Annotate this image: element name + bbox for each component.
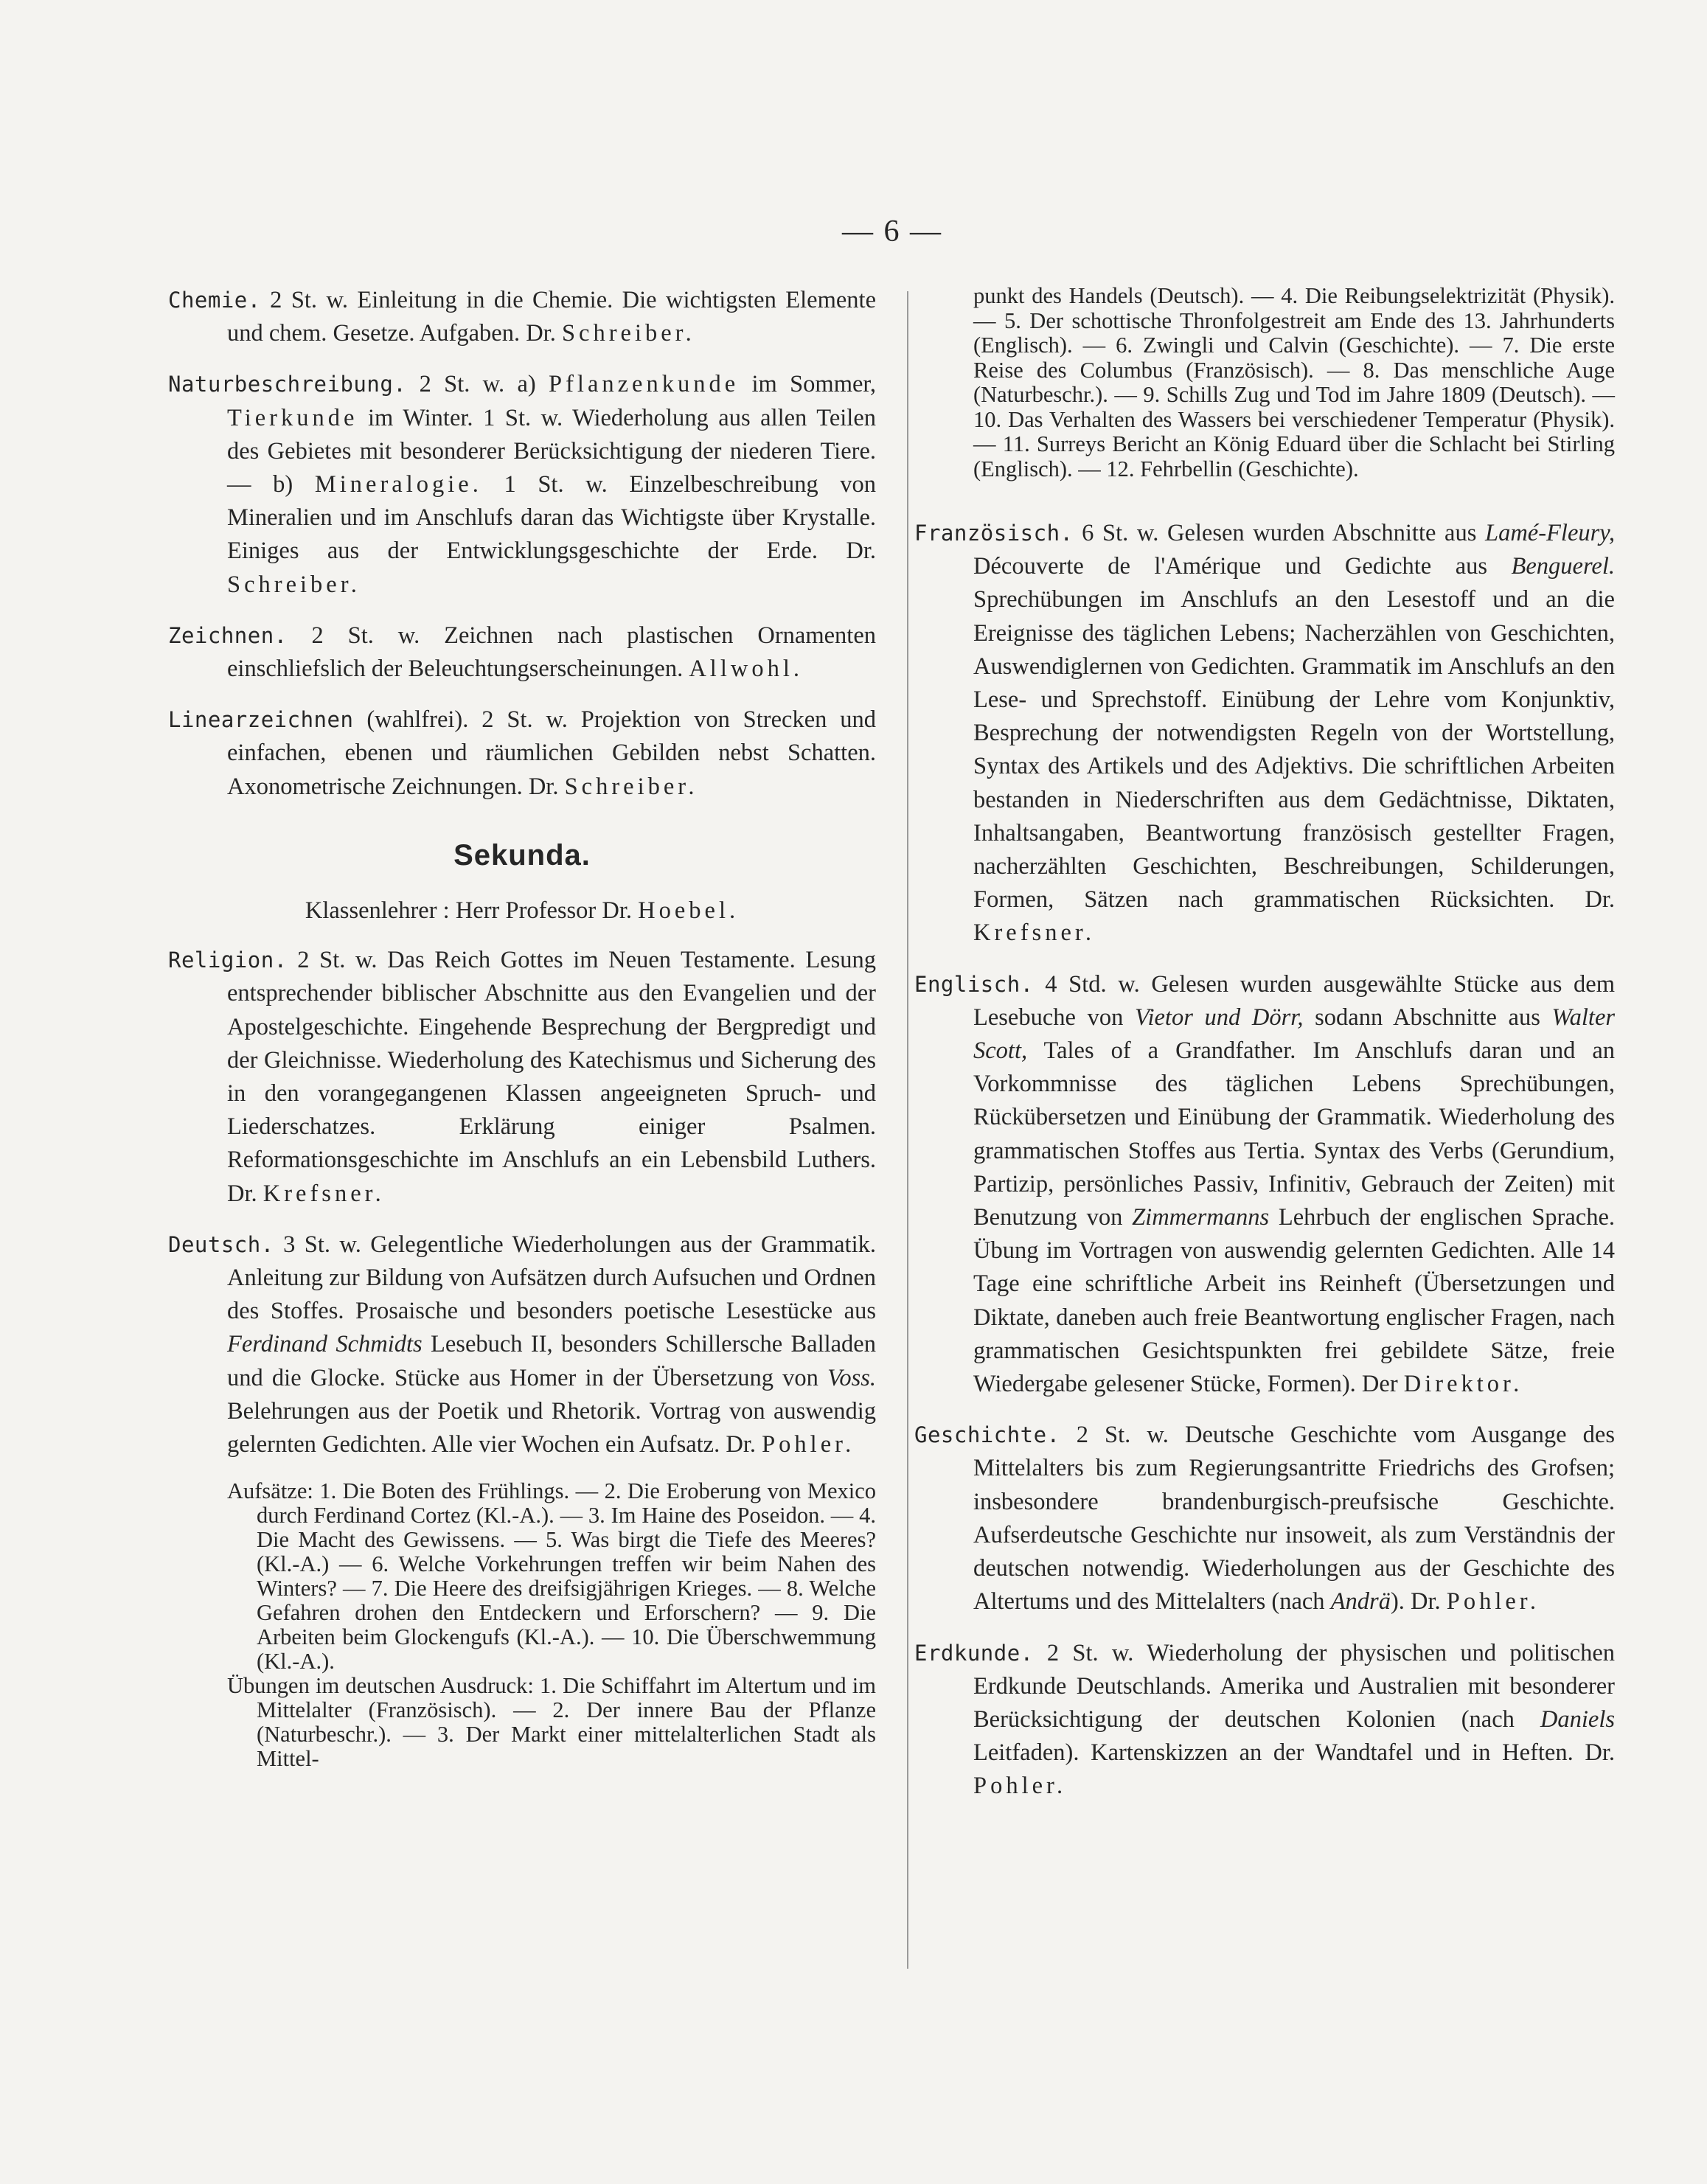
entry-text: Belehrungen aus der Poetik und Rhetorik. Vortrag von auswendig gelernten Gedichten. Alle vier Wochen ein Aufsatz. Dr.	[227, 1397, 876, 1458]
italic-title: Voss.	[827, 1364, 876, 1391]
entry-text: 2 St. w. Einleitung in die Chemie. Die wichtigsten Elemente und chem. Gesetze. Aufgaben. Dr.	[227, 287, 877, 347]
aufsaetze-text: Aufsätze: 1. Die Boten des Frühlings. — 2. Die Eroberung von Mexico durch Ferdinand Cortez (Kl.-A.). — 3. Im Haine des Poseidon. — 4. Die Macht des Gewissens. — 5. Was birgt die Tiefe des Meeres? (Kl.-A.) — 6. Welche Vorkehrungen treffen wir beim Nahen des Winters? — 7. Die Heere des dreifsigjährigen Krieges. — 8. Welche Gefahren drohen den Entdeckern und Erforschern? — 9. Die Arbeiten beim Glockengufs (Kl.-A.). — 10. Die Überschwemmung (Kl.-A.).	[227, 1478, 876, 1674]
subject-label: Englisch.	[914, 971, 1034, 997]
italic-title: Vietor und Dörr,	[1135, 1004, 1304, 1031]
subject-label: Französisch.	[914, 521, 1074, 546]
entry-text: Tales of a Grandfather. Im Anschlufs daran und an Vorkommnisse des täglichen Lebens Sprechübungen, Rückübersetzen und Einübung der Grammatik. Wiederholung des grammatischen Stoffes aus Tertia. Syntax des Verbs (Gerundium, Partizip, persönliches Passiv, Infinitiv, Gebrauch der Zeiten) mit Benutzung von	[973, 1037, 1615, 1231]
page-number: — 6 —	[842, 215, 942, 248]
subject-label: Linearzeichnen	[168, 707, 354, 733]
entry-text: 2 St. w. a)	[419, 371, 536, 398]
teacher-name: Schreiber.	[561, 320, 695, 347]
zeichnen-entry	[168, 619, 876, 686]
religion-entry	[168, 944, 876, 1211]
right-column	[914, 284, 1615, 1821]
entry-text: Lesebuch II, besonders Schillersche Balladen und die Glocke. Stücke aus Homer in der Übersetzung von	[227, 1331, 876, 1391]
subject-label: Chemie.	[168, 288, 261, 313]
entry-text: 2 St. w. Zeichnen nach plastischen Ornamenten einschliefslich der Beleuchtungserscheinungen.	[227, 622, 876, 683]
entry-text: (wahlfrei). 2 St. w. Projektion von Strecken und einfachen, ebenen und räumlichen Gebilden nebst Schatten. Axonometrische Zeichnungen. Dr.	[227, 706, 877, 800]
left-column	[168, 284, 876, 1771]
entry-text: 4 Std. w. Gelesen wurden ausgewählte Stücke aus dem Lesebuche von	[973, 970, 1616, 1031]
teacher-name: Krefsner.	[263, 1180, 385, 1207]
entry-text: 1 St. w. Einzelbeschreibung von Mineralien und im Anschlufs daran das Wichtigste über Krystalle. Einiges aus der Entwicklungsgeschichte der Erde. Dr.	[227, 471, 877, 565]
geschichte-entry	[914, 1419, 1615, 1618]
entry-text: 2 St. w. Das Reich Gottes im Neuen Testamente. Lesung entsprechender biblischer Abschnitte aus den Evangelien und der Apostelgeschichte. Eingehende Besprechung der Bergpredigt und der Gleichnisse. Wiederholung des Katechismus und Sicherung des in den vorangegangenen Klassen angeeigneten Spruch- und Liederschatzes. Erklärung einiger Psalmen. Reformationsgeschichte im Anschlufs an ein Lebensbild Luthers. Dr.	[227, 947, 877, 1207]
uebungen-continuation	[914, 284, 1615, 481]
deutsch-entry	[168, 1228, 876, 1461]
italic-title: Zimmermanns	[1132, 1204, 1270, 1231]
entry-text: 6 St. w. Gelesen wurden Abschnitte aus	[1082, 520, 1477, 546]
teacher-name: Pohler.	[1446, 1588, 1540, 1616]
subject-label: Naturbeschreibung.	[168, 372, 407, 397]
spaced-term: Pflanzenkunde	[549, 371, 740, 398]
subject-label: Religion.	[168, 947, 288, 973]
teacher-name: Krefsner.	[973, 919, 1096, 947]
italic-title: Benguerel.	[1511, 553, 1616, 580]
teacher-name: Pohler.	[762, 1431, 855, 1458]
linearzeichnen-entry	[168, 703, 876, 804]
entry-text: 3 St. w. Gelegentliche Wiederholungen aus der Grammatik. Anleitung zur Bildung von Aufsätzen durch Aufsuchen und Ordnen des Stoffes. Prosaische und besonders poetische Lesestücke aus	[227, 1231, 876, 1325]
aufsaetze-list	[227, 1479, 876, 1771]
italic-title: Andrä	[1330, 1588, 1391, 1616]
italic-title: Daniels	[1540, 1705, 1616, 1733]
italic-title: Lamé-Fleury,	[1485, 520, 1616, 546]
chemie-entry	[168, 284, 876, 350]
entry-text: 2 St. w. Deutsche Geschichte vom Ausgange des Mittelalters bis zum Regierungsantritte Friedrichs des Grofsen; insbesondere brandenburgisch-preufsische Geschichte. Aufserdeutsche Geschichte nur insoweit, als zum Verständnis der deutschen notwendig. Wiederholungen aus der Geschichte des Altertums und des Mittelalters (nach	[973, 1422, 1616, 1616]
entry-text: im Winter. 1 St. w. Wiederholung aus allen Teilen des Gebietes mit besonderer Berücksichtigung der niederen Tiere. — b)	[227, 404, 877, 498]
erdkunde-entry	[914, 1637, 1615, 1804]
entry-text: sodann Abschnitte aus	[1315, 1004, 1540, 1031]
subject-label: Deutsch.	[168, 1231, 274, 1257]
naturbeschreibung-entry	[168, 368, 876, 601]
klassenlehrer-label: Klassenlehrer : Herr Professor Dr.	[305, 897, 633, 925]
entry-text: Leitfaden). Kartenskizzen an der Wandtafel und in Heften. Dr.	[973, 1739, 1615, 1767]
entry-text: Découverte de l'Amérique und Gedichte aus	[973, 553, 1488, 580]
entry-text: im Sommer,	[751, 371, 877, 398]
teacher-name: Schreiber.	[564, 773, 698, 800]
franzoesisch-entry	[914, 517, 1615, 950]
subject-label: Geschichte.	[914, 1422, 1060, 1448]
subject-label: Zeichnen.	[168, 622, 288, 648]
entry-text: ). Dr.	[1390, 1588, 1441, 1616]
teacher-name: Allwohl.	[689, 655, 803, 683]
section-heading: Sekunda.	[453, 838, 591, 872]
teacher-name: Pohler.	[973, 1773, 1067, 1800]
italic-title: Walter Scott,	[973, 1004, 1616, 1065]
subject-label: Erdkunde.	[914, 1640, 1034, 1666]
spaced-term: Mineralogie.	[314, 471, 482, 498]
column-divider	[907, 291, 908, 1969]
italic-title: Ferdinand Schmidts	[227, 1331, 423, 1358]
uebungen-text: Übungen im deutschen Ausdruck: 1. Die Schiffahrt im Altertum und im Mittelalter (Französisch). — 2. Der innere Bau der Pflanze (Naturbeschr.). — 3. Der Markt einer mittelalterlichen Stadt als Mittel-	[227, 1673, 876, 1772]
continuation-text: punkt des Handels (Deutsch). — 4. Die Reibungselektrizität (Physik). — 5. Der schottische Thronfolgestreit am Ende des 13. Jahrhunderts (Englisch). — 6. Zwingli und Calvin (Geschichte). — 7. Die erste Reise des Columbus (Französisch). — 8. Das menschliche Auge (Naturbeschr.). — 9. Schills Zug und Tod im Jahre 1809 (Deutsch). — 10. Das Verhalten des Wassers bei verschiedener Temperatur (Physik). — 11. Surreys Bericht an König Eduard über die Schlacht bei Stirling (Englisch). — 12. Fehrbellin (Geschichte).	[973, 283, 1615, 481]
klassenlehrer-line	[168, 894, 876, 928]
teacher-name: Direktor.	[1403, 1371, 1523, 1398]
entry-text: Sprechübungen im Anschlufs an den Lesestoff und an die Ereignisse des täglichen Lebens; Nacherzählen von Geschichten, Auswendiglernen von Gedichten. Grammatik im Anschlufs an den Lese- und Sprechstoff. Einübung der Lehre vom Konjunktiv, Besprechung der notwendigsten Regeln von der Wortstellung, Syntax des Artikels und des Adjektivs. Die schriftlichen Arbeiten bestanden in Niederschriften aus dem Gedächtnisse, Diktaten, Inhaltsangaben, Beantwortung französisch gestellter Fragen, nacherzählten Geschichten, Beschreibungen, Schilderungen, Formen, Sätzen nach grammatischen Rücksichten. Dr.	[973, 586, 1615, 914]
teacher-name: Hoebel.	[638, 897, 740, 925]
teacher-name: Schreiber.	[227, 571, 361, 598]
spaced-term: Tierkunde	[227, 404, 358, 431]
entry-text: 2 St. w. Wiederholung der physischen und politischen Erdkunde Deutschlands. Amerika und Australien mit besonderer Berücksichtigung der deutschen Kolonien (nach	[973, 1639, 1615, 1733]
englisch-entry	[914, 968, 1615, 1402]
entry-text: Lehrbuch der englischen Sprache. Übung im Vortragen von auswendig gelernten Gedichten. Alle 14 Tage eine schriftliche Arbeit ins Reinheft (Übersetzungen und Diktate, daneben auch freie Beantwortung englischer Fragen, nach grammatischen Gesichtspunkten frei gebildete Sätze, freie Wiedergabe gelesener Stücke, Formen). Der	[973, 1204, 1616, 1398]
